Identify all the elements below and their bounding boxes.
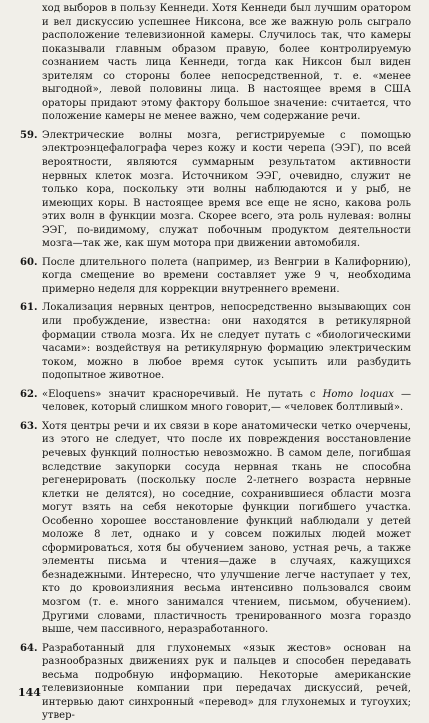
note-text: Хотя центры речи и их связи в коре анатомически четко очерчены, из этого не следует, что после их повреждения восстановление речевых функций полностью невозможно. В самом деле, погибшая вследствие закупорки сосуда нервная ткань не способна регенерировать (поскольку после 2-летнего возраста нервные клетки не делятся), но соседние, сохранившиеся области мозга могут взять на себя некоторые функции погибшего участка. Особенно хорошее восстановление функций наблюдали у детей моложе 8 лет, однако и у совсем пожилых людей может сформироваться, хотя бы обучением заново, устная речь, а также элементы письма и чтения—даже в случаях, кажущихся безнадежными. Интересно, что улучшение легче наступает у тех, кто до кровоизлияния весьма интенсивно пользовался своим мозгом (т. е. много занимался чтением, письмом, обучением). Другими словами, пластичность тренированного мозга гораздо выше, чем пассивного, неразработанного. <box>42 420 411 636</box>
note-text-end: — человек, который слишком много говорит,— «человек болтливый». <box>42 388 411 414</box>
note-text <box>42 388 411 415</box>
note-number: 64. <box>20 642 38 654</box>
note-number: 60. <box>20 256 38 268</box>
note-text-start: «Eloquens» значит красноречивый. Не путать с <box>42 388 323 400</box>
note-number: 59. <box>20 129 38 141</box>
note-64 <box>20 642 411 723</box>
note-59 <box>20 129 411 251</box>
note-text: Электрические волны мозга, регистрируемые с помощью электроэнцефалографа через кожу и кости черепа (ЭЭГ), по всей вероятности, являются суммарным результатом активности нервных клеток мозга. Источником ЭЭГ, очевидно, служит не только кора, поскольку эти волны наблюдаются и у рыб, не имеющих коры. В настоящее время все еще не ясно, какова роль этих волн в функции мозга. Скорее всего, эта роль нулевая: волны ЭЭГ, по-видимому, служат побочным продуктом деятельности мозга—так же, как шум мотора при движении автомобиля. <box>42 129 411 250</box>
note-60 <box>20 256 411 297</box>
note-number: 63. <box>20 420 38 432</box>
note-number: 62. <box>20 388 38 400</box>
note-text: После длительного полета (например, из Венгрии в Калифорнию), когда смещение во времени составляет уже 9 ч, необходима примерно неделя для коррекции внутреннего времени. <box>42 256 411 295</box>
note-61 <box>20 301 411 382</box>
note-62 <box>20 388 411 415</box>
continued-note-text: ход выборов в пользу Кеннеди. Хотя Кеннеди был лучшим оратором и вел дискуссию успешнее Никсона, все же важную роль сыграло расположение телевизионной камеры. Случилось так, что камеры показывали главным образом правую, более контролируемую сознанием часть лица Кеннеди, тогда как Никсон был виден зрителям со стороны более непосредственной, т. е. «менее выгодной», левой половины лица. В настоящее время в США ораторы придают этому фактору большое значение: считается, что положение камеры не менее важно, чем содержание речи. <box>42 3 411 123</box>
latin-term: Homo loquax <box>322 388 394 400</box>
note-text: Разработанный для глухонемых «язык жестов» основан на разнообразных движениях рук и пальцев и способен передавать весьма подробную информацию. Некоторые американские телевизионные компании при передачах дискуссий, речей, интервью дают синхронный «перевод» для глухонемых и тугоухих; утвер- <box>42 642 411 722</box>
note-number: 61. <box>20 302 38 314</box>
note-text: Локализация нервных центров, непосредственно вызывающих сон или пробуждение, известна: они находятся в ретикулярной формации ствола мозга. Их не следует путать с «биологическими часами»: воздействуя на ретикулярную формацию электрическим током, можно в любое время суток усыпить или разбудить подопытное животное. <box>42 302 411 382</box>
page-number: 144 <box>18 686 41 699</box>
note-63 <box>20 420 411 637</box>
